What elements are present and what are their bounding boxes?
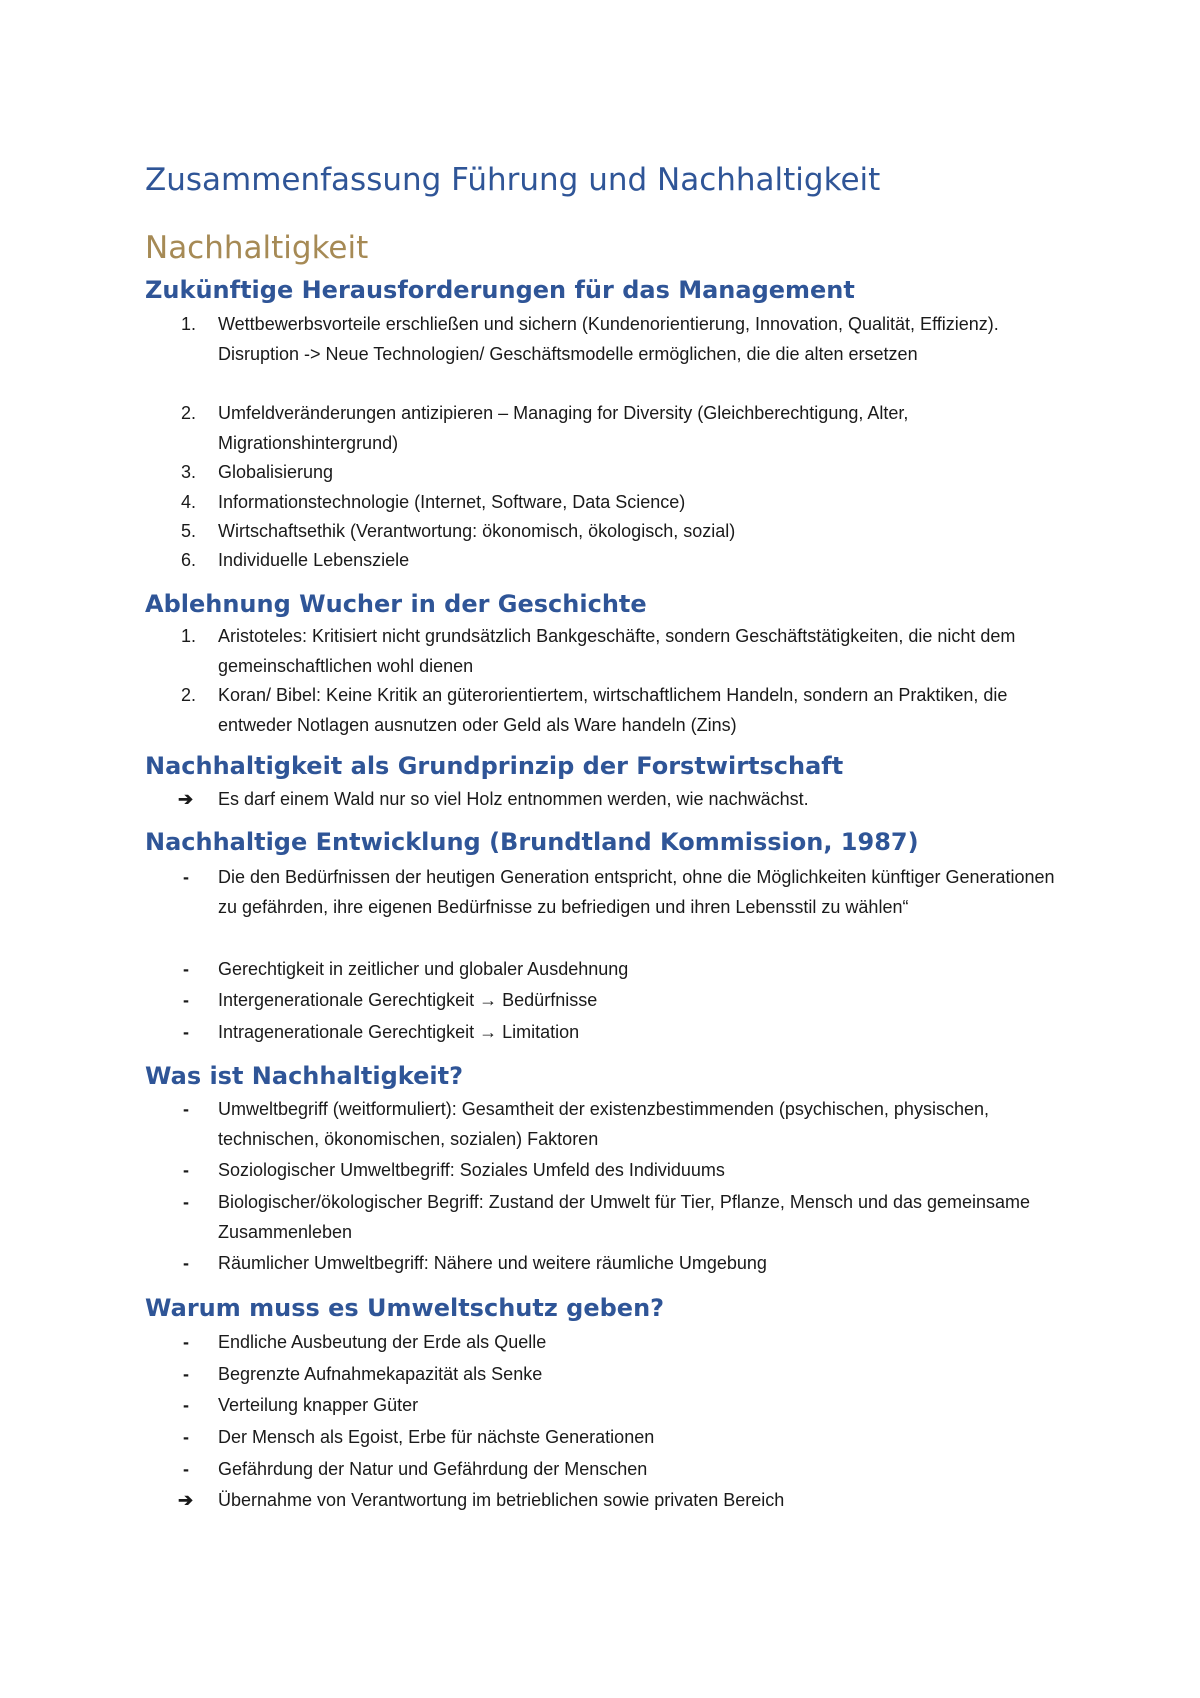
section-heading: Zukünftige Herausforderungen für das Management <box>145 276 855 304</box>
list-item: Gefährdung der Natur und Gefährdung der Menschen <box>218 1459 648 1479</box>
list-item: Aristoteles: Kritisiert nicht grundsätzlich Bankgeschäfte, sondern Geschäftstätigkeiten, die nicht dem gemeinschaftlichen wohl dienen <box>218 626 1016 676</box>
list-marker: - <box>183 1332 189 1352</box>
list-marker: - <box>183 867 189 887</box>
list-marker: 2. <box>181 685 197 705</box>
heading-nachhaltigkeit: Nachhaltigkeit <box>145 230 369 266</box>
list-item: Wettbewerbsvorteile erschließen und sichern (Kundenorientierung, Innovation, Qualität, Effizienz). Disruption -> Neue Technologien/ Geschäftsmodelle ermöglichen, die die alten ersetzen <box>218 314 999 364</box>
list-item: Soziologischer Umweltbegriff: Soziales Umfeld des Individuums <box>218 1160 725 1180</box>
list-item: Umweltbegriff (weitformuliert): Gesamtheit der existenzbestimmenden (psychischen, physischen, technischen, ökonomischen, sozialen) Faktoren <box>218 1099 989 1149</box>
list-item: Gerechtigkeit in zeitlicher und globaler Ausdehnung <box>218 959 629 979</box>
list-marker: - <box>183 990 189 1010</box>
list-item: Intergenerationale Gerechtigkeit → Bedürfnisse <box>218 990 598 1010</box>
list-item: Endliche Ausbeutung der Erde als Quelle <box>218 1332 547 1352</box>
arrow-icon: ➔ <box>178 789 194 809</box>
list-item: Verteilung knapper Güter <box>218 1395 419 1415</box>
list-item: Globalisierung <box>218 462 334 482</box>
list-item: Die den Bedürfnissen der heutigen Generation entspricht, ohne die Möglichkeiten künftiger Generationen zu gefährden, ihre eigenen Bedürfnisse zu befriedigen und ihren Lebensstil zu wählen“ <box>218 867 1055 917</box>
list-item: Wirtschaftsethik (Verantwortung: ökonomisch, ökologisch, sozial) <box>218 521 736 541</box>
list-marker: 1. <box>181 626 197 646</box>
list-marker: - <box>183 1253 189 1273</box>
list-item: Der Mensch als Egoist, Erbe für nächste Generationen <box>218 1427 655 1447</box>
list-marker: 5. <box>181 521 197 541</box>
list-marker: - <box>183 1160 189 1180</box>
list-item: Räumlicher Umweltbegriff: Nähere und weitere räumliche Umgebung <box>218 1253 767 1273</box>
list-marker: - <box>183 1099 189 1119</box>
list-marker: 4. <box>181 492 197 512</box>
section-heading: Nachhaltige Entwicklung (Brundtland Kommission, 1987) <box>145 828 919 856</box>
list-marker: - <box>183 1022 189 1042</box>
arrow-icon: ➔ <box>178 1490 194 1510</box>
section-heading: Was ist Nachhaltigkeit? <box>145 1062 463 1090</box>
list-marker: 3. <box>181 462 197 482</box>
list-marker: 6. <box>181 550 197 570</box>
document-title: Zusammenfassung Führung und Nachhaltigkeit <box>145 162 881 198</box>
list-marker: 2. <box>181 403 197 423</box>
list-marker: - <box>183 959 189 979</box>
list-marker: - <box>183 1395 189 1415</box>
list-item: Übernahme von Verantwortung im betrieblichen sowie privaten Bereich <box>218 1490 785 1510</box>
list-marker: - <box>183 1192 189 1212</box>
list-item: Umfeldveränderungen antizipieren – Managing for Diversity (Gleichberechtigung, Alter, Migrationshintergrund) <box>218 403 909 453</box>
list-item: Informationstechnologie (Internet, Software, Data Science) <box>218 492 686 512</box>
section-heading: Warum muss es Umweltschutz geben? <box>145 1294 665 1322</box>
list-item: Intragenerationale Gerechtigkeit → Limitation <box>218 1022 580 1042</box>
list-marker: - <box>183 1459 189 1479</box>
list-item: Individuelle Lebensziele <box>218 550 410 570</box>
list-item: Begrenzte Aufnahmekapazität als Senke <box>218 1364 543 1384</box>
list-marker: - <box>183 1364 189 1384</box>
list-item: Es darf einem Wald nur so viel Holz entnommen werden, wie nachwächst. <box>218 789 809 809</box>
section-heading: Nachhaltigkeit als Grundprinzip der Forstwirtschaft <box>145 752 844 780</box>
list-marker: - <box>183 1427 189 1447</box>
list-marker: 1. <box>181 314 197 334</box>
section-heading: Ablehnung Wucher in der Geschichte <box>145 590 647 618</box>
list-item: Koran/ Bibel: Keine Kritik an güterorientiertem, wirtschaftlichem Handeln, sondern an Praktiken, die entweder Notlagen ausnutzen oder Geld als Ware handeln (Zins) <box>218 685 1008 735</box>
list-item: Biologischer/ökologischer Begriff: Zustand der Umwelt für Tier, Pflanze, Mensch und das gemeinsame Zusammenleben <box>218 1192 1031 1242</box>
